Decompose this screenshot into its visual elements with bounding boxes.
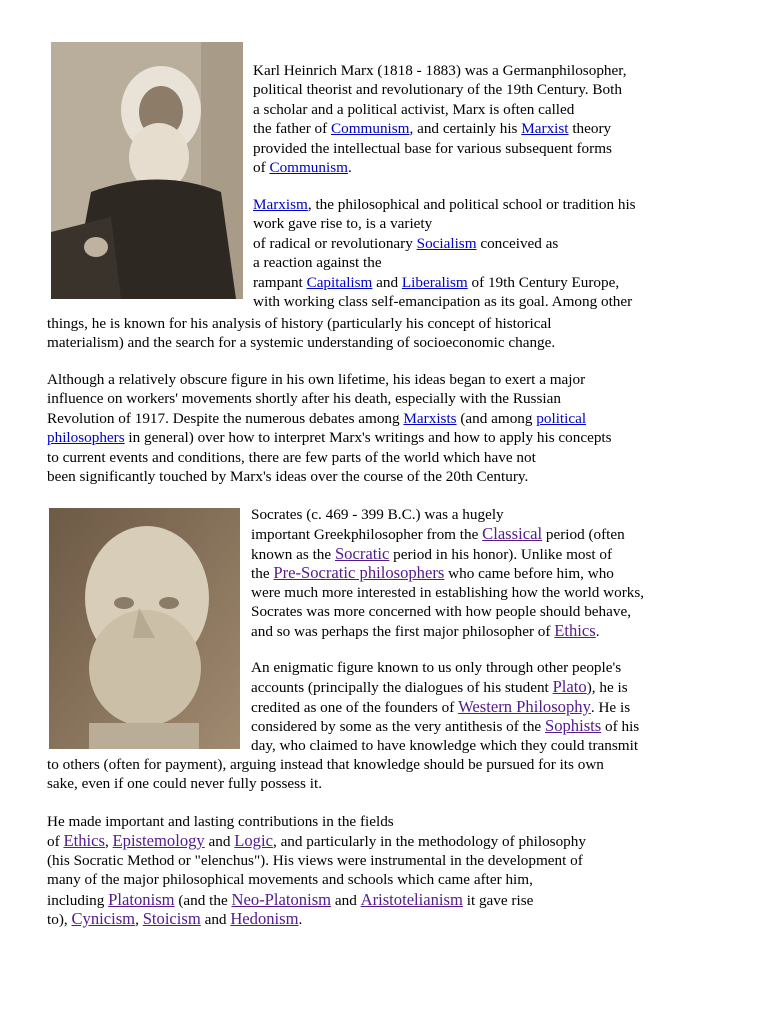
- link-marxist[interactable]: Marxist: [521, 120, 569, 138]
- text: , the philosophical and political school or tradition his: [307, 196, 636, 213]
- link-pre-socratic-philosophers[interactable]: Pre-Socratic philosophers: [273, 563, 445, 583]
- text-line: [47, 389, 612, 408]
- text: (and among: [456, 409, 537, 427]
- text: work gave rise to, is a variety: [253, 215, 433, 233]
- text: .: [595, 623, 600, 641]
- text-line: [253, 80, 627, 99]
- link-communism[interactable]: Communism: [269, 158, 348, 176]
- text-line: [251, 544, 644, 563]
- text: .: [347, 158, 352, 176]
- text: An enigmatic figure known to us only through other people's: [251, 659, 622, 676]
- socrates-paragraph-3: [47, 812, 586, 928]
- text-line: [253, 253, 636, 272]
- text: , and certainly his: [409, 120, 522, 138]
- text: Socrates (c. 469 - 399 B.C.) was a hugely: [251, 506, 504, 523]
- text: of his: [601, 718, 640, 736]
- text-line: [251, 563, 644, 582]
- text-line: [47, 370, 612, 389]
- text: credited as one of the founders of: [251, 698, 459, 716]
- text-line: [251, 583, 644, 602]
- text: ,: [135, 910, 143, 928]
- text: in general) over how to interpret Marx's writings and how to apply his concepts: [124, 429, 612, 447]
- text-line: [47, 812, 586, 831]
- text: (his Socratic Method or "elenchus"). His views were instrumental in the development of: [47, 851, 583, 869]
- text: He made important and lasting contributions in the fields: [47, 813, 394, 830]
- socrates-paragraph-2: [251, 658, 639, 755]
- text: the father of: [253, 120, 332, 138]
- text-line: [253, 292, 636, 311]
- link-western-philosophy[interactable]: Western Philosophy: [458, 696, 591, 716]
- text: and: [372, 273, 402, 291]
- marx-portrait-image: [51, 42, 243, 299]
- text-line: [47, 890, 586, 909]
- text: Karl Heinrich Marx (1818 - 1883) was a Germanphilosopher,: [253, 62, 627, 79]
- text: the: [251, 565, 274, 583]
- text-line: [47, 428, 612, 447]
- text: a scholar and a political activist, Marx is often called: [253, 100, 575, 118]
- marx-paragraph-3: [47, 370, 612, 486]
- text: things, he is known for his analysis of history (particularly his concept of historical: [47, 315, 552, 332]
- text-line: [253, 139, 627, 158]
- text-line: [251, 524, 644, 543]
- text: to current events and conditions, there are few parts of the world which have not: [47, 448, 536, 466]
- text: it gave rise: [462, 891, 534, 909]
- text: and so was perhaps the first major philosopher of: [251, 623, 555, 641]
- text: and: [204, 833, 235, 851]
- text: , and particularly in the methodology of philosophy: [272, 833, 586, 851]
- link-socratic[interactable]: Socratic: [334, 543, 390, 563]
- text: of: [253, 158, 270, 176]
- text: including: [47, 891, 109, 909]
- text: Socrates was more concerned with how people should behave,: [251, 602, 631, 620]
- text-line: [47, 870, 586, 889]
- text: conceived as: [476, 234, 559, 252]
- link-communism[interactable]: Communism: [331, 120, 410, 138]
- text-line: [251, 677, 639, 696]
- link-sophists[interactable]: Sophists: [544, 716, 602, 736]
- text: period in his honor). Unlike most of: [389, 545, 613, 563]
- text-line: [47, 755, 604, 774]
- text-line: [251, 658, 639, 677]
- text-line: [47, 333, 555, 352]
- marx-paragraph-2-continued: [47, 314, 555, 353]
- link-neo-platonism[interactable]: Neo-Platonism: [231, 889, 332, 909]
- text-line: [47, 448, 612, 467]
- link-political-philosophers[interactable]: political: [536, 409, 587, 427]
- text-line: [253, 273, 636, 292]
- text: sake, even if one could never fully possess it.: [47, 775, 322, 793]
- link-capitalism[interactable]: Capitalism: [306, 273, 373, 291]
- text: with working class self-emancipation as its goal. Among other: [253, 292, 633, 310]
- marx-paragraph-2: [253, 195, 636, 311]
- text: (and the: [174, 891, 232, 909]
- link-marxists[interactable]: Marxists: [403, 409, 457, 427]
- text: political theorist and revolutionary of the 19th Century. Both: [253, 81, 622, 99]
- text: provided the intellectual base for various subsequent forms: [253, 139, 612, 157]
- text-line: [47, 831, 586, 850]
- text: theory: [568, 120, 612, 138]
- text-line: [253, 100, 627, 119]
- text-line: [47, 909, 586, 928]
- text-line: [47, 774, 604, 793]
- text: important Greekphilosopher from the: [251, 526, 483, 544]
- text-line: [47, 467, 612, 486]
- text: many of the major philosophical movements and schools which came after him,: [47, 871, 533, 889]
- text: accounts (principally the dialogues of his student: [251, 679, 553, 697]
- link-platonism[interactable]: Platonism: [108, 889, 175, 909]
- link-ethics[interactable]: Ethics: [554, 621, 596, 641]
- text: to),: [47, 910, 72, 928]
- text: been significantly touched by Marx's ideas over the course of the 20th Century.: [47, 467, 529, 485]
- text-line: [251, 697, 639, 716]
- text: ), he is: [586, 679, 628, 697]
- text-line: [253, 214, 636, 233]
- text: who came before him, who: [444, 565, 614, 583]
- text-line: [251, 736, 639, 755]
- text-line: [251, 716, 639, 735]
- link-aristotelianism[interactable]: Aristotelianism: [360, 889, 463, 909]
- link-political-philosophers[interactable]: philosophers: [47, 429, 125, 447]
- text-line: [253, 119, 627, 138]
- link-logic[interactable]: Logic: [234, 831, 273, 851]
- text-line: [253, 195, 636, 214]
- link-plato[interactable]: Plato: [552, 677, 587, 697]
- text: rampant: [253, 273, 307, 291]
- text: and: [200, 910, 231, 928]
- link-liberalism[interactable]: Liberalism: [401, 273, 468, 291]
- text: influence on workers' movements shortly after his death, especially with the Russian: [47, 390, 561, 408]
- link-ethics[interactable]: Ethics: [63, 831, 105, 851]
- text: of: [47, 833, 64, 851]
- text-line: [253, 234, 636, 253]
- text: . He is: [590, 698, 631, 716]
- text-line: [251, 602, 644, 621]
- text: considered by some as the very antithesis of the: [251, 718, 545, 736]
- text: to others (often for payment), arguing instead that knowledge should be pursued for its own: [47, 756, 604, 773]
- text-line: [251, 621, 644, 640]
- link-classical[interactable]: Classical: [482, 524, 543, 544]
- text: materialism) and the search for a systemic understanding of socioeconomic change.: [47, 334, 556, 352]
- socrates-paragraph-1: [251, 505, 644, 641]
- link-marxism[interactable]: Marxism: [253, 196, 308, 213]
- text: period (often: [542, 526, 625, 544]
- text: were much more interested in establishing how the world works,: [251, 583, 645, 601]
- link-socialism[interactable]: Socialism: [416, 234, 477, 252]
- text-line: [47, 314, 555, 333]
- text: known as the: [251, 545, 335, 563]
- link-stoicism[interactable]: Stoicism: [142, 908, 201, 928]
- socrates-bust-image: [49, 508, 240, 749]
- link-cynicism[interactable]: Cynicism: [71, 908, 136, 928]
- link-hedonism[interactable]: Hedonism: [230, 908, 299, 928]
- text: Although a relatively obscure figure in his own lifetime, his ideas began to exert a major: [47, 371, 586, 388]
- text: .: [298, 910, 303, 928]
- socrates-paragraph-2-continued: [47, 755, 604, 794]
- marx-paragraph-1: [253, 61, 627, 177]
- text-line: [47, 409, 612, 428]
- text: ,: [104, 833, 113, 851]
- text-line: [251, 505, 644, 524]
- link-epistemology[interactable]: Epistemology: [112, 831, 205, 851]
- text: Revolution of 1917. Despite the numerous debates among: [47, 409, 404, 427]
- text: and: [331, 891, 361, 909]
- text: day, who claimed to have knowledge which they could transmit: [251, 736, 639, 754]
- text: of radical or revolutionary: [253, 234, 417, 252]
- text-line: [253, 158, 627, 177]
- text: of 19th Century Europe,: [467, 273, 620, 291]
- text: a reaction against the: [253, 254, 382, 272]
- text-line: [47, 851, 586, 870]
- text-line: [253, 61, 627, 80]
